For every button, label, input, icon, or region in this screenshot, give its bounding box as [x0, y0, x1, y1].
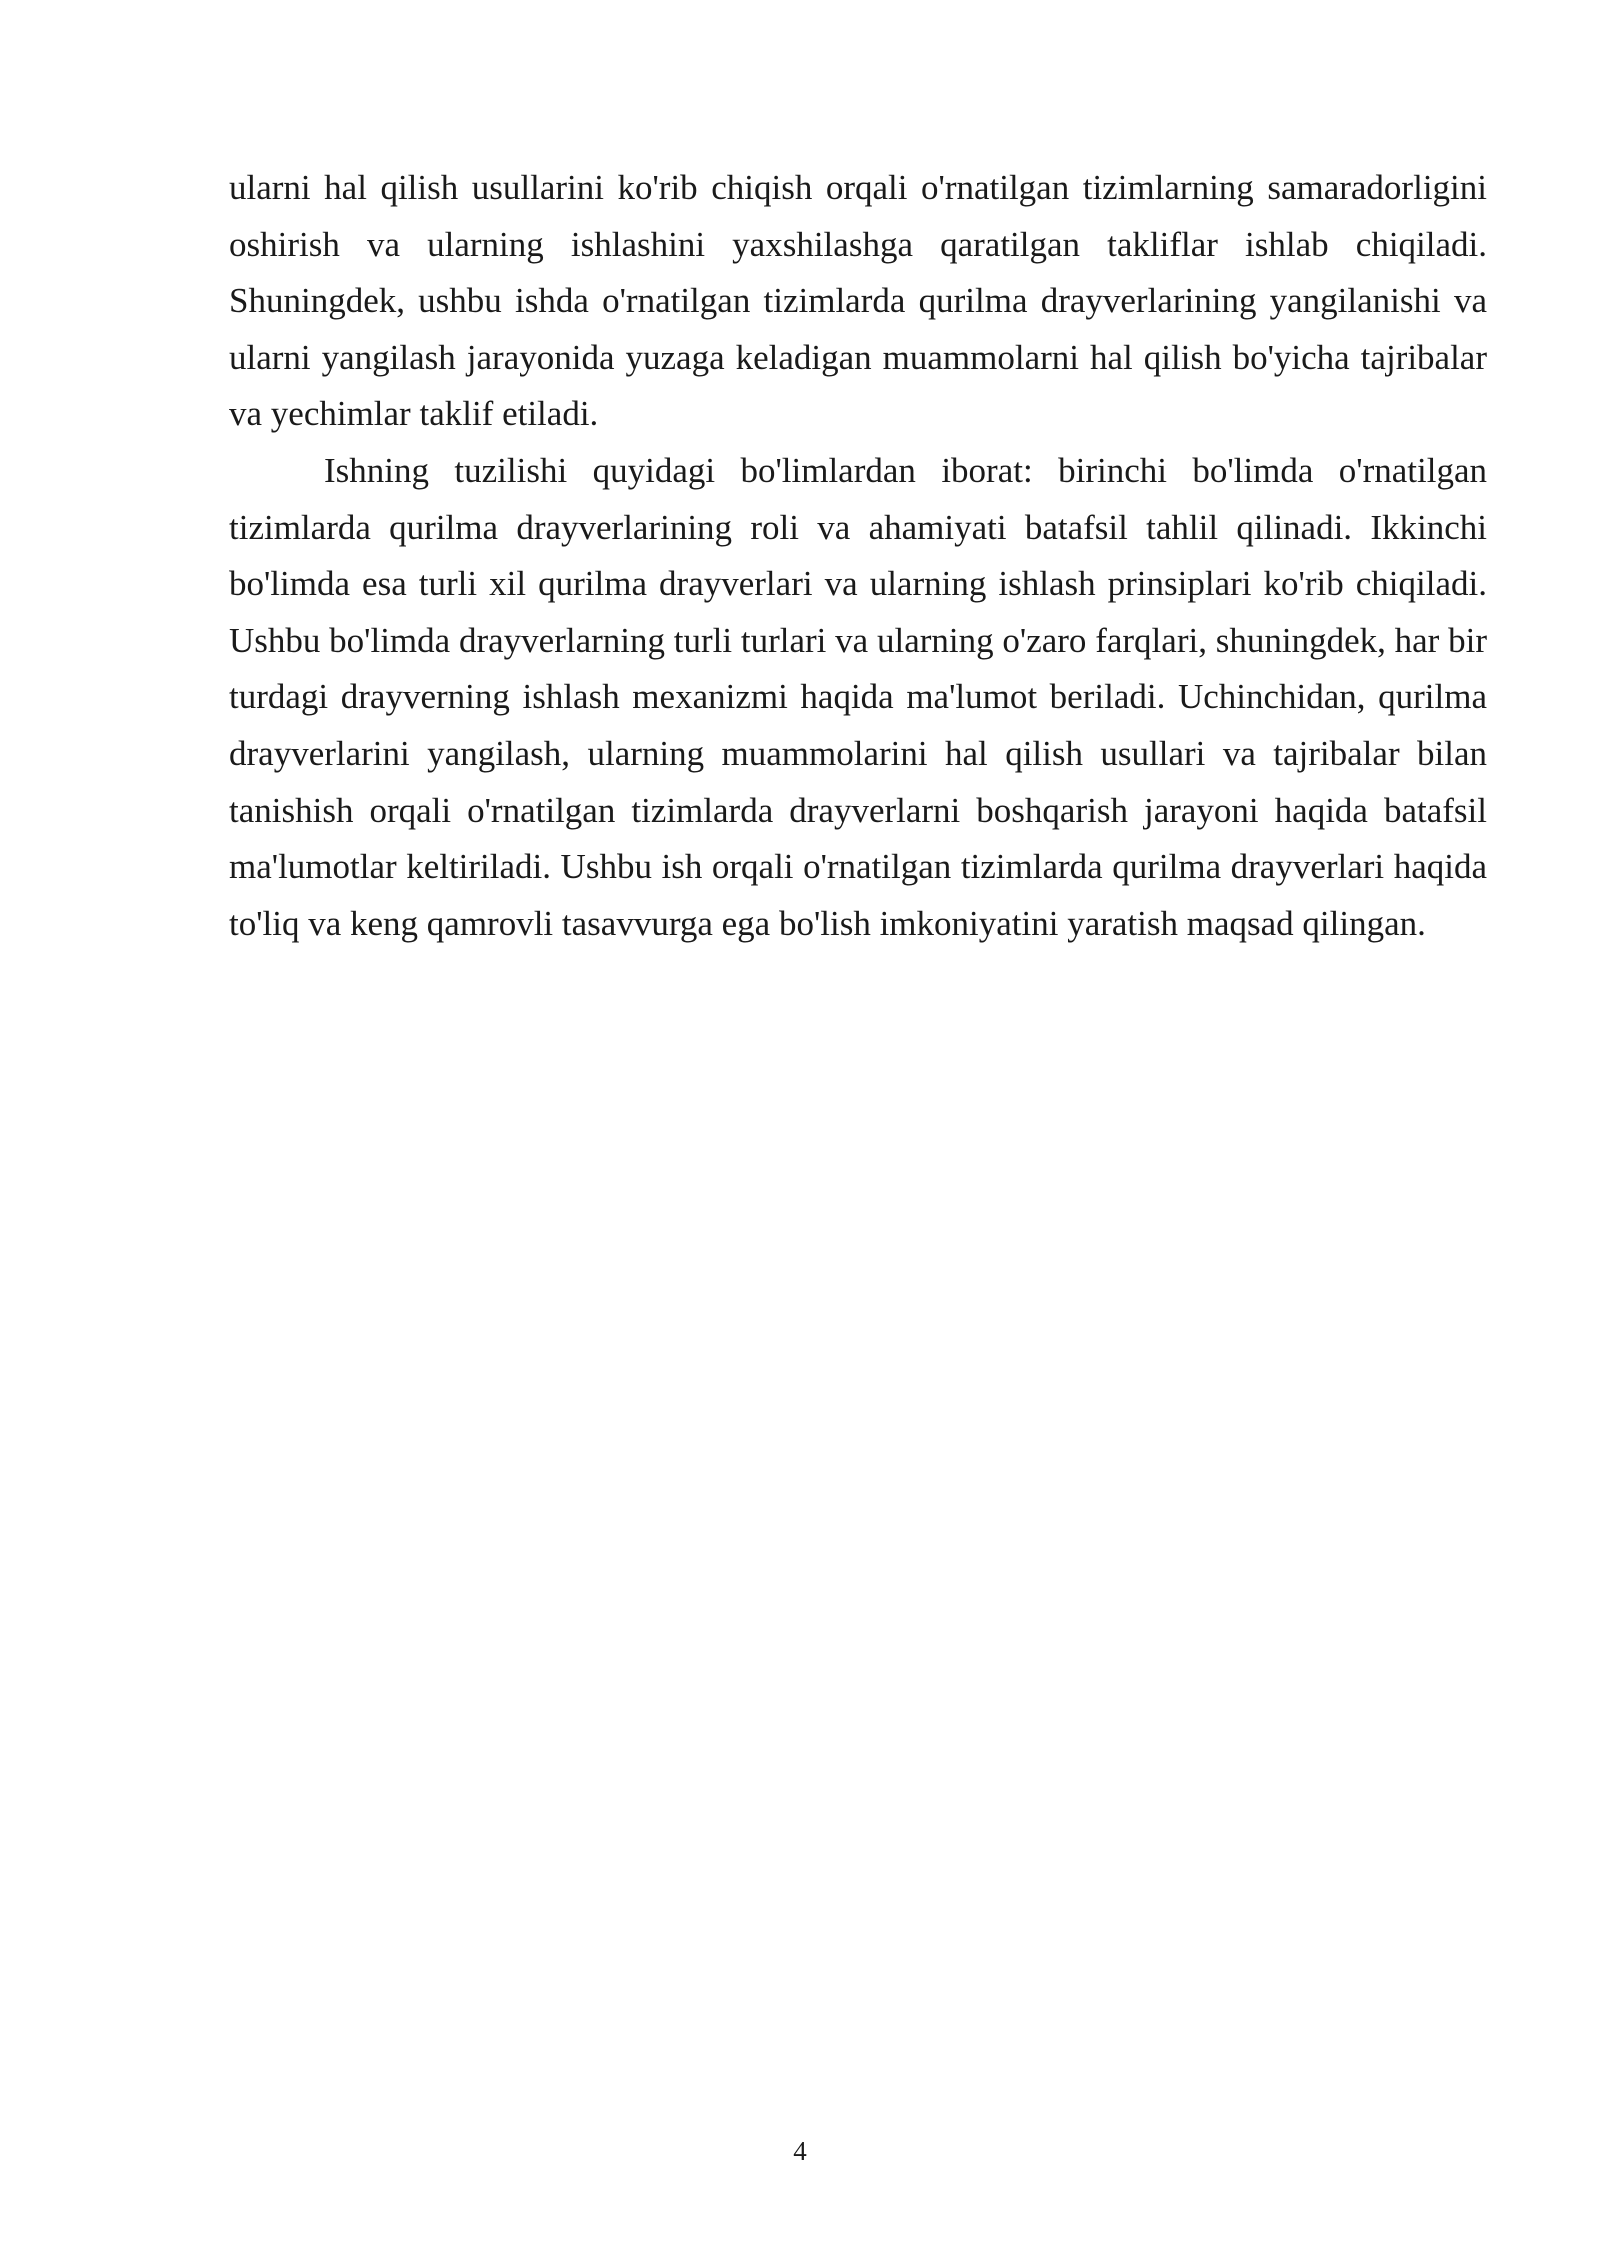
- body-text: [229, 160, 1487, 952]
- paragraph-structure: Ishning tuzilishi quyidagi bo'limlardan iborat: birinchi bo'limda o'rnatilgan tizimlarda qurilma drayverlarining roli va ahamiyati batafsil tahlil qilinadi. Ikkinchi bo'limda esa turli xil qurilma drayverlari va ularning ishlash prinsiplari ko'rib chiqiladi. Ushbu bo'limda drayverlarning turli turlari va ularning o'zaro farqlari, shuningdek, har bir turdagi drayverning ishlash mexanizmi haqida ma'lumot beriladi. Uchinchidan, qurilma drayverlarini yangilash, ularning muammolarini hal qilish usullari va tajribalar bilan tanishish orqali o'rnatilgan tizimlarda drayverlarni boshqarish jarayoni haqida batafsil ma'lumotlar keltiriladi. Ushbu ish orqali o'rnatilgan tizimlarda qurilma drayverlari haqida to'liq va keng qamrovli tasavvurga ega bo'lish imkoniyatini yaratish maqsad qilingan.: [229, 450, 1487, 943]
- paragraph-continued: ularni hal qilish usullarini ko'rib chiqish orqali o'rnatilgan tizimlarning samaradorligini oshirish va ularning ishlashini yaxshilashga qaratilgan takliflar ishlab chiqiladi. Shuningdek, ushbu ishda o'rnatilgan tizimlarda qurilma drayverlarining yangilanishi va ularni yangilash jarayonida yuzaga keladigan muammolarni hal qilish bo'yicha tajribalar va yechimlar taklif etiladi.: [229, 168, 1487, 434]
- page-number: 4: [793, 2136, 807, 2166]
